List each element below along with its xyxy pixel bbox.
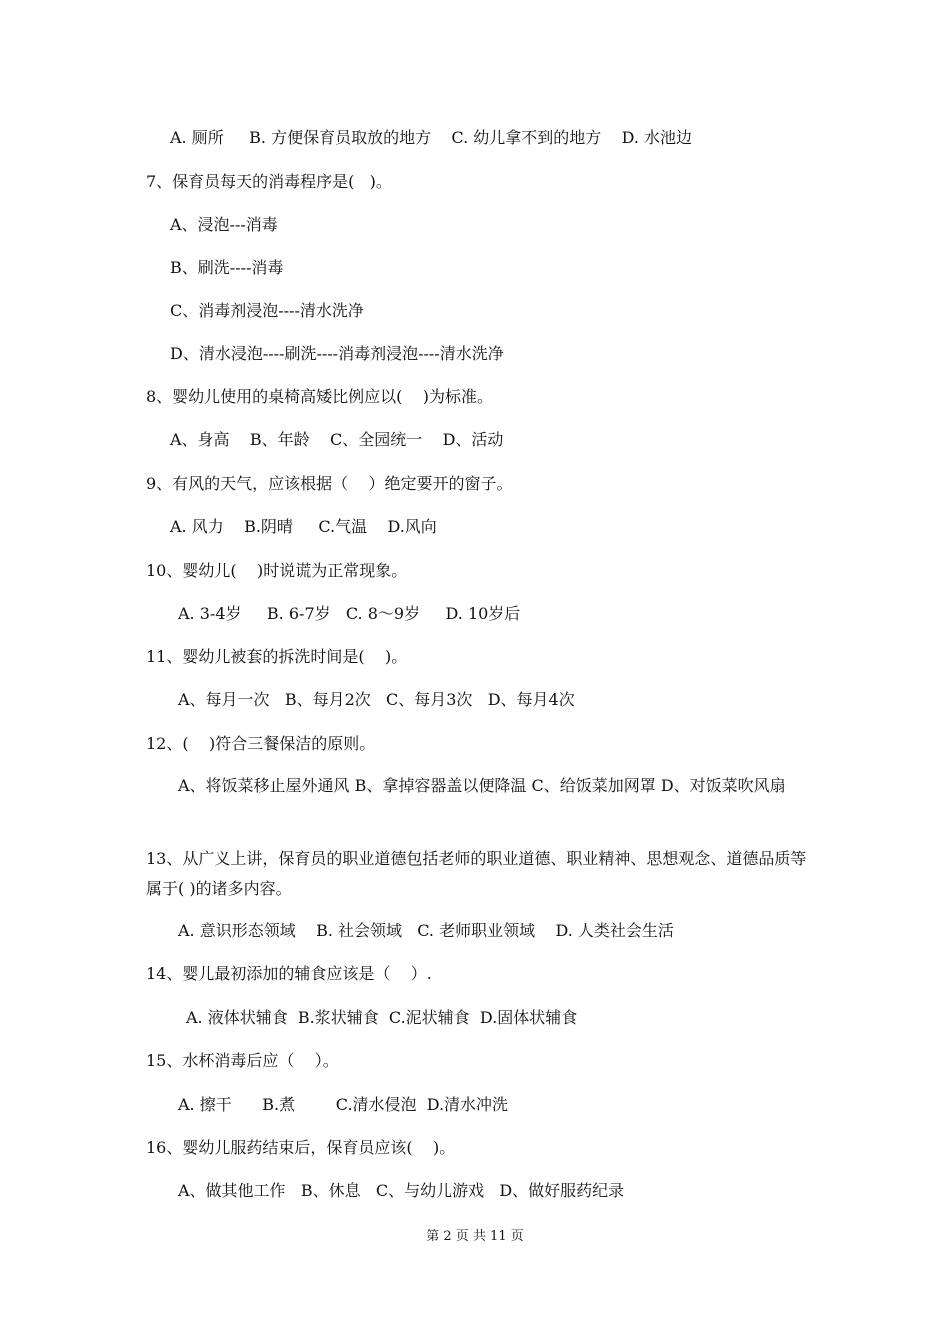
- question-12: 12、( )符合三餐保洁的原则。: [146, 734, 376, 753]
- page-number-footer: 第 2 页 共 11 页: [426, 1229, 524, 1244]
- question-11: 11、婴幼儿被套的拆洗时间是( )。: [146, 647, 408, 666]
- question-14: 14、婴儿最初添加的辅食应该是（ ）.: [146, 964, 432, 983]
- q16-options: A、做其他工作 B、休息 C、与幼儿游戏 D、做好服药纪录: [178, 1181, 625, 1200]
- question-13: 13、从广义上讲，保育员的职业道德包括老师的职业道德、职业精神、思想观念、道德品质等属于( )的诸多内容。: [146, 849, 807, 898]
- q7-option-b: B、刷洗----消毒: [170, 258, 284, 277]
- q6-options: A. 厕所 B. 方便保育员取放的地方 C. 幼儿拿不到的地方 D. 水池边: [170, 128, 693, 147]
- q13-options: A. 意识形态领域 B. 社会领域 C. 老师职业领域 D. 人类社会生活: [178, 921, 674, 940]
- question-9: 9、有风的天气，应该根据（ ）绝定要开的窗子。: [146, 474, 513, 493]
- q8-options: A、身高 B、年龄 C、全园统一 D、活动: [170, 430, 504, 449]
- q7-option-d: D、清水浸泡----刷洗----消毒剂浸泡----清水洗净: [170, 344, 504, 363]
- q12-options: A、将饭菜移止屋外通风 B、拿掉容器盖以便降温 C、给饭菜加网罩 D、对饭菜吹风扇: [178, 776, 786, 795]
- question-16: 16、婴幼儿服药结束后，保育员应该( )。: [146, 1138, 456, 1157]
- question-10: 10、婴幼儿( )时说谎为正常现象。: [146, 561, 408, 580]
- q15-options: A. 擦干 B.煮 C.清水侵泡 D.清水冲洗: [178, 1095, 509, 1114]
- q9-options: A. 风力 B.阴晴 C.气温 D.风向: [170, 517, 437, 536]
- q10-options: A. 3-4岁 B. 6-7岁 C. 8～9岁 D. 10岁后: [178, 604, 521, 623]
- q14-options: A. 液体状辅食 B.浆状辅食 C.泥状辅食 D.固体状辅食: [186, 1008, 578, 1027]
- question-8: 8、婴幼儿使用的桌椅高矮比例应以( )为标准。: [146, 387, 494, 406]
- question-15: 15、水杯消毒后应（ ）。: [146, 1051, 339, 1070]
- question-7: 7、保育员每天的消毒程序是( )。: [146, 172, 392, 191]
- q11-options: A、每月一次 B、每月2次 C、每月3次 D、每月4次: [178, 690, 575, 709]
- q7-option-a: A、浸泡---消毒: [170, 215, 278, 234]
- q7-option-c: C、消毒剂浸泡----清水洗净: [170, 301, 364, 320]
